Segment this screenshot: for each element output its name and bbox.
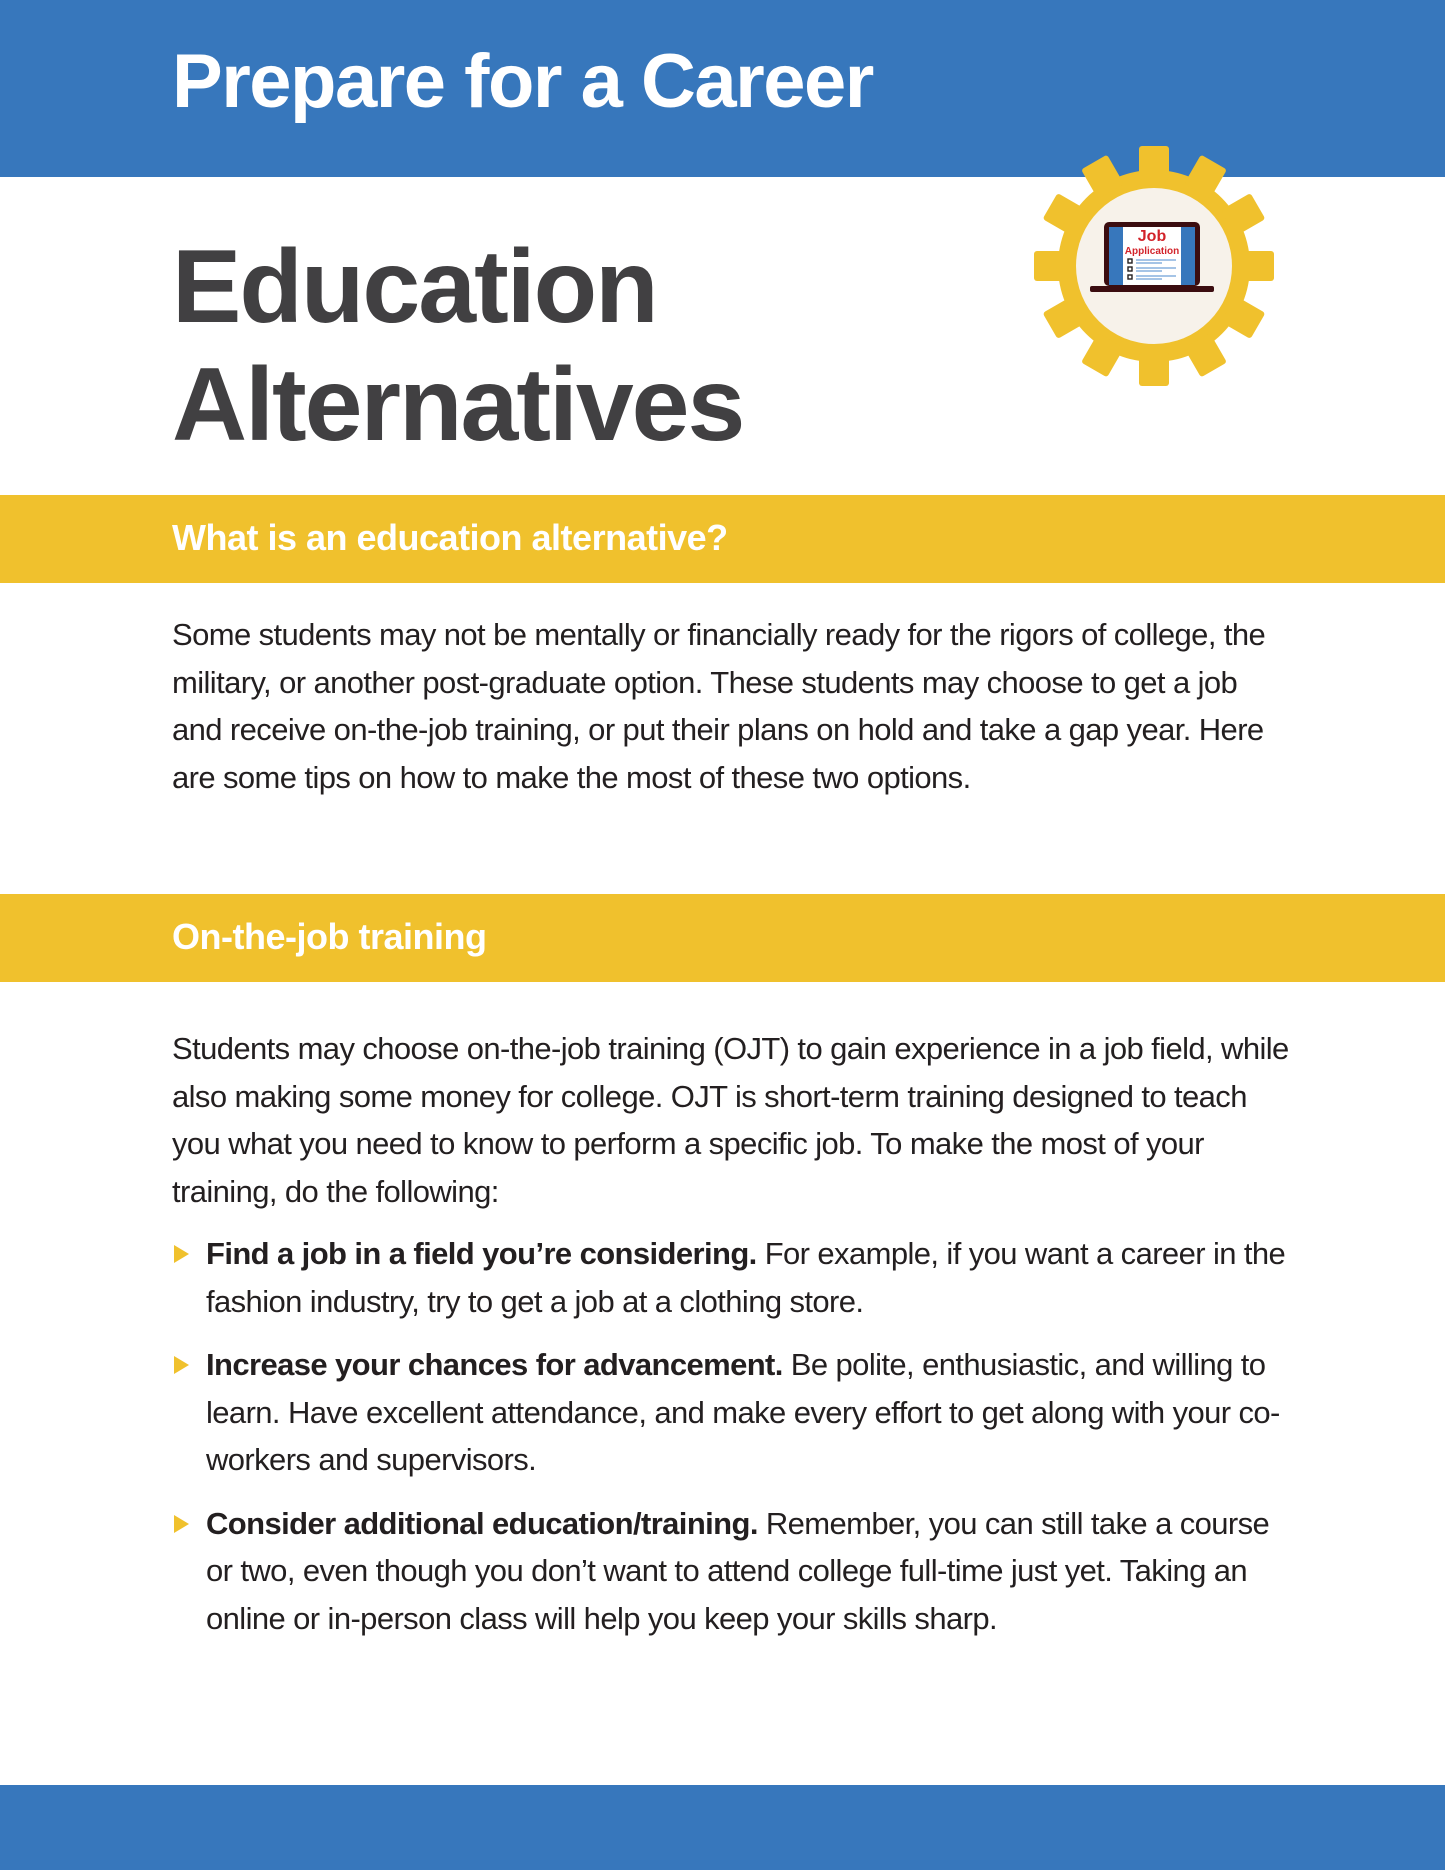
section-header-what-is	[0, 495, 1445, 583]
tip-lead: Find a job in a field you’re considering.	[206, 1236, 757, 1271]
gear-icon	[1032, 144, 1276, 388]
page-title-line-2: Alternatives	[172, 347, 744, 463]
svg-text:Application: Application	[1124, 246, 1180, 257]
ojt-paragraph: Students may choose on-the-job training (OJT) to gain experience in a job field, while also making some money for college. OJT is short-term training designed to teach you what you need to know to perform a specific job. To make the most of your training, do the following:	[172, 1031, 1289, 1209]
section-header-ojt	[0, 894, 1445, 982]
list-item	[172, 1230, 1302, 1325]
section-heading: What is an education alternative?	[172, 517, 728, 558]
list-item	[172, 1341, 1302, 1484]
tip-text: Remember, you can still take a course or two, even though you don’t want to attend college full-time just yet. Taking an online or in-person class will help you keep your skills sharp.	[206, 1505, 1270, 1636]
tip-lead: Increase your chances for advancement.	[206, 1347, 783, 1382]
svg-text:Job: Job	[1137, 228, 1167, 245]
laptop-icon	[1090, 222, 1214, 292]
tips-list	[172, 1230, 1302, 1658]
tip-text: For example, if you want a career in the fashion industry, try to get a job at a clothing store.	[206, 1236, 1286, 1319]
triangle-bullet-icon	[174, 1245, 189, 1263]
intro-paragraph: Some students may not be mentally or financially ready for the rigors of college, the military, or another post-graduate option. These students may choose to get a job and receive on-the-job training, or put their plans on hold and take a gap year. Here are some tips on how to make the most of these two options.	[172, 617, 1266, 795]
tip-text: Be polite, enthusiastic, and willing to learn. Have excellent attendance, and make every effort to get along with your co-workers and supervisors.	[206, 1347, 1280, 1477]
page-title	[172, 228, 743, 464]
section-heading: On-the-job training	[172, 916, 487, 957]
page-title-line-1: Education	[172, 229, 657, 345]
triangle-bullet-icon	[174, 1515, 189, 1533]
list-item	[172, 1500, 1302, 1643]
footer-bar	[0, 1785, 1445, 1870]
gear-laptop-job-application-icon	[1032, 144, 1276, 388]
tip-lead: Consider additional education/training.	[206, 1505, 758, 1541]
series-title: Prepare for a Career	[172, 39, 873, 124]
triangle-bullet-icon	[174, 1356, 189, 1374]
